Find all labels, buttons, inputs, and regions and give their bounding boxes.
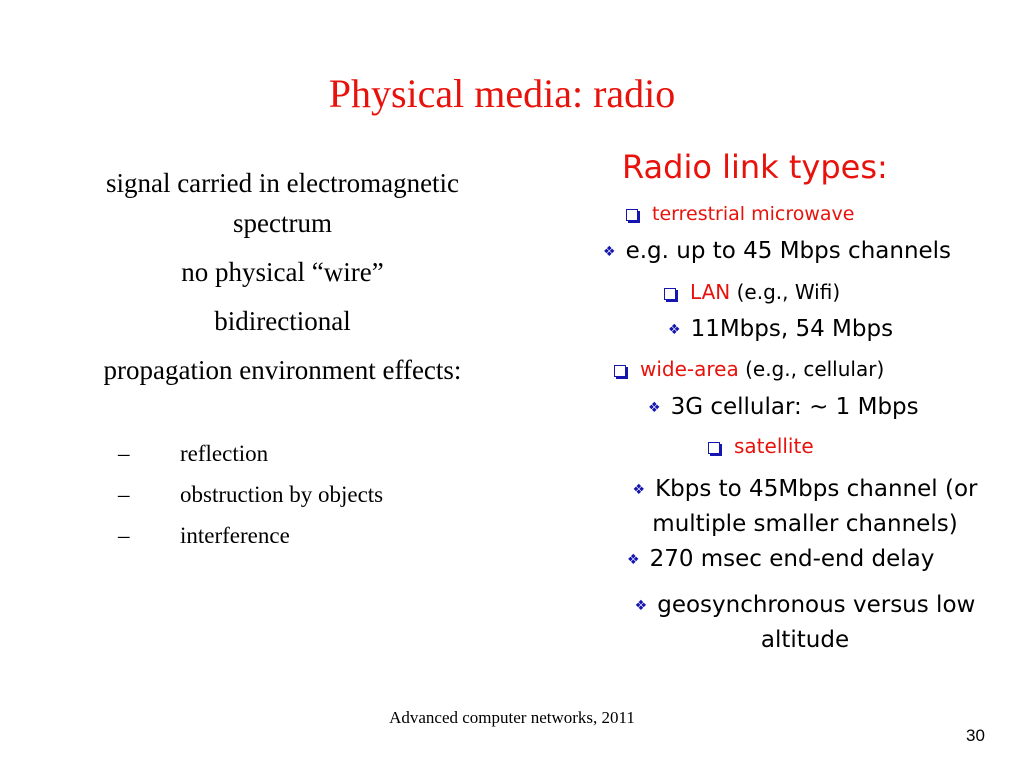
left-point-3: bidirectional	[214, 306, 351, 336]
terrestrial-detail-text: e.g. up to 45 Mbps channels	[625, 238, 952, 264]
wide-area-item	[614, 357, 884, 381]
diamond-bullet-icon: ❖	[648, 399, 661, 416]
square-bullet-icon	[626, 209, 638, 221]
lan-detail-text: 11Mbps, 54 Mbps	[690, 316, 894, 342]
satellite-detail-1-text: Kbps to 45Mbps channel (or multiple smaller channels)	[652, 476, 978, 537]
wide-area-detail	[648, 394, 919, 420]
satellite-detail-3	[600, 588, 1010, 657]
wide-area-detail-text: 3G cellular: ~ 1 Mbps	[670, 394, 919, 420]
wide-area-label: wide-area	[640, 357, 739, 381]
dash-bullet: –	[118, 482, 130, 507]
square-bullet-icon	[664, 288, 676, 300]
terrestrial-label: terrestrial microwave	[652, 203, 855, 225]
satellite-label: satellite	[734, 434, 814, 458]
satellite-detail-3-text: geosynchronous versus low altitude	[657, 592, 976, 653]
radio-link-heading: Radio link types:	[622, 148, 888, 186]
slide-footer: Advanced computer networks, 2011	[389, 708, 635, 727]
sub-point-text: reflection	[180, 441, 269, 466]
sub-point-interference	[118, 523, 290, 549]
terrestrial-item	[626, 203, 854, 225]
sub-point-text: obstruction by objects	[180, 482, 384, 507]
page-number: 30	[966, 726, 985, 745]
lan-item	[664, 280, 840, 304]
diamond-bullet-icon: ❖	[634, 597, 648, 614]
satellite-item	[708, 434, 814, 458]
sub-point-reflection	[118, 441, 268, 467]
diamond-bullet-icon: ❖	[627, 551, 640, 568]
diamond-bullet-icon: ❖	[668, 321, 681, 338]
square-bullet-icon	[614, 365, 626, 377]
satellite-detail-2	[627, 546, 934, 572]
square-bullet-icon	[708, 442, 720, 454]
terrestrial-detail	[603, 238, 951, 264]
wide-area-example: (e.g., cellular)	[745, 357, 885, 381]
left-point-1: signal carried in electromagnetic spectrum	[105, 168, 460, 238]
lan-example: (e.g., Wifi)	[736, 280, 841, 304]
left-point-4: propagation environment effects:	[103, 355, 462, 385]
satellite-detail-2-text: 270 msec end-end delay	[649, 546, 935, 572]
dash-bullet: –	[118, 441, 130, 466]
left-point-2: no physical “wire”	[181, 257, 384, 287]
sub-point-text: interference	[180, 523, 290, 548]
diamond-bullet-icon: ❖	[603, 243, 616, 260]
sub-point-obstruction	[118, 482, 383, 508]
lan-detail	[668, 316, 893, 342]
slide-title: Physical media: radio	[328, 71, 676, 116]
diamond-bullet-icon: ❖	[632, 481, 646, 498]
satellite-detail-1	[600, 472, 1010, 541]
dash-bullet: –	[118, 523, 130, 548]
lan-label: LAN	[690, 280, 731, 304]
